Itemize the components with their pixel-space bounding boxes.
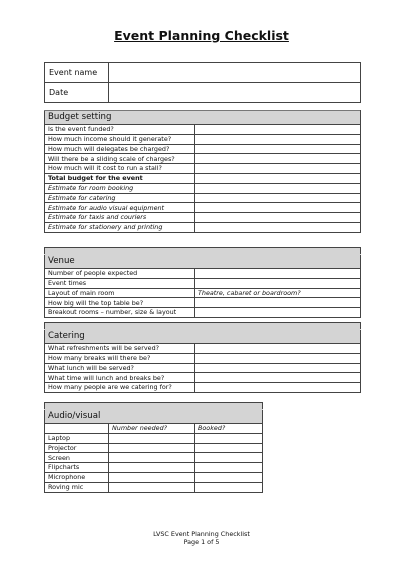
table-row (45, 203, 361, 213)
av-item-label: Roving mic (45, 482, 109, 492)
catering-heading-row (45, 330, 361, 344)
table-row (45, 308, 361, 318)
catering-label: How many breaks will there be? (45, 353, 195, 363)
table-row (45, 433, 263, 443)
av-heading: Audio/visual (45, 410, 263, 424)
table-row (45, 344, 361, 354)
layout-hint-cell[interactable]: Theatre, cabaret or boardroom? (195, 288, 361, 298)
av-item-label: Flipcharts (45, 463, 109, 473)
answer-cell[interactable] (195, 144, 361, 154)
answer-cell[interactable] (195, 173, 361, 183)
booked-cell[interactable] (195, 472, 263, 482)
table-row (45, 213, 361, 223)
answer-cell[interactable] (195, 125, 361, 135)
venue-heading: Venue (45, 255, 361, 269)
budget-question: How much will it cost to run a stall? (45, 164, 195, 174)
table-row (45, 298, 361, 308)
table-row (45, 222, 361, 232)
footer-document-name: LVSC Event Planning Checklist (153, 530, 250, 538)
table-row (45, 193, 361, 203)
table-row (45, 353, 361, 363)
estimate-label: Estimate for taxis and couriers (45, 213, 195, 223)
av-item-label: Microphone (45, 472, 109, 482)
answer-cell[interactable] (195, 193, 361, 203)
booked-cell[interactable] (195, 443, 263, 453)
av-item-label: Projector (45, 443, 109, 453)
venue-heading-row (45, 255, 361, 269)
table-row (45, 363, 361, 373)
venue-table (44, 247, 361, 318)
answer-cell[interactable] (195, 183, 361, 193)
budget-heading: Budget setting (45, 111, 361, 125)
answer-cell[interactable] (195, 353, 361, 363)
booked-cell[interactable] (195, 433, 263, 443)
number-needed-cell[interactable] (109, 443, 195, 453)
catering-label: What time will lunch and breaks be? (45, 373, 195, 383)
budget-question: How much will delegates be charged? (45, 144, 195, 154)
table-row (45, 144, 361, 154)
catering-label: How many people are we catering for? (45, 383, 195, 393)
answer-cell[interactable] (195, 203, 361, 213)
venue-label: How big will the top table be? (45, 298, 195, 308)
venue-label: Layout of main room (45, 288, 195, 298)
estimate-label: Estimate for audio visual equipment (45, 203, 195, 213)
answer-cell[interactable] (195, 222, 361, 232)
budget-question: How much income should it generate? (45, 134, 195, 144)
number-needed-cell[interactable] (109, 482, 195, 492)
estimate-label: Estimate for catering (45, 193, 195, 203)
catering-table (44, 322, 361, 393)
answer-cell[interactable] (195, 213, 361, 223)
event-name-label: Event name (45, 63, 109, 83)
answer-cell[interactable] (195, 298, 361, 308)
venue-label: Event times (45, 278, 195, 288)
table-row (45, 183, 361, 193)
table-row (45, 482, 263, 492)
estimate-label: Estimate for stationery and printing (45, 222, 195, 232)
footer-page-number: Page 1 of 5 (183, 538, 220, 546)
page-title: Event Planning Checklist (114, 28, 289, 43)
answer-cell[interactable] (195, 308, 361, 318)
table-row (45, 164, 361, 174)
booked-cell[interactable] (195, 453, 263, 463)
answer-cell[interactable] (195, 373, 361, 383)
answer-cell[interactable] (195, 164, 361, 174)
answer-cell[interactable] (195, 344, 361, 354)
answer-cell[interactable] (195, 154, 361, 164)
catering-label: What lunch will be served? (45, 363, 195, 373)
number-needed-header: Number needed? (109, 424, 195, 434)
table-row (45, 373, 361, 383)
venue-label: Number of people expected (45, 269, 195, 279)
table-row (45, 278, 361, 288)
answer-cell[interactable] (195, 383, 361, 393)
booked-cell[interactable] (195, 482, 263, 492)
estimate-label: Estimate for room booking (45, 183, 195, 193)
audio-visual-table (44, 402, 263, 493)
answer-cell[interactable] (195, 278, 361, 288)
booked-cell[interactable] (195, 463, 263, 473)
total-budget-label: Total budget for the event (45, 173, 195, 183)
booked-header: Booked? (195, 424, 263, 434)
date-label: Date (45, 83, 109, 103)
event-info-table (44, 62, 361, 103)
answer-cell[interactable] (195, 134, 361, 144)
table-row (45, 463, 263, 473)
catering-label: What refreshments will be served? (45, 344, 195, 354)
av-item-label: Screen (45, 453, 109, 463)
table-row (45, 125, 361, 135)
page-footer (0, 530, 403, 546)
table-row (45, 453, 263, 463)
total-budget-row (45, 173, 361, 183)
event-name-field[interactable] (109, 63, 361, 83)
budget-question: Will there be a sliding scale of charges? (45, 154, 195, 164)
table-row (45, 288, 361, 298)
number-needed-cell[interactable] (109, 453, 195, 463)
number-needed-cell[interactable] (109, 472, 195, 482)
number-needed-cell[interactable] (109, 463, 195, 473)
table-row (45, 443, 263, 453)
event-name-row (45, 63, 361, 83)
table-row (45, 383, 361, 393)
table-row (45, 154, 361, 164)
date-row (45, 83, 361, 103)
av-heading-row (45, 410, 263, 424)
answer-cell[interactable] (195, 363, 361, 373)
venue-label: Breakout rooms – number, size & layout (45, 308, 195, 318)
table-row (45, 472, 263, 482)
budget-table (44, 110, 361, 233)
catering-heading: Catering (45, 330, 361, 344)
table-row (45, 269, 361, 279)
av-column-header-row (45, 424, 263, 434)
answer-cell[interactable] (195, 269, 361, 279)
av-item-label: Laptop (45, 433, 109, 443)
date-field[interactable] (109, 83, 361, 103)
budget-heading-row (45, 111, 361, 125)
number-needed-cell[interactable] (109, 433, 195, 443)
table-row (45, 134, 361, 144)
budget-question: Is the event funded? (45, 125, 195, 135)
